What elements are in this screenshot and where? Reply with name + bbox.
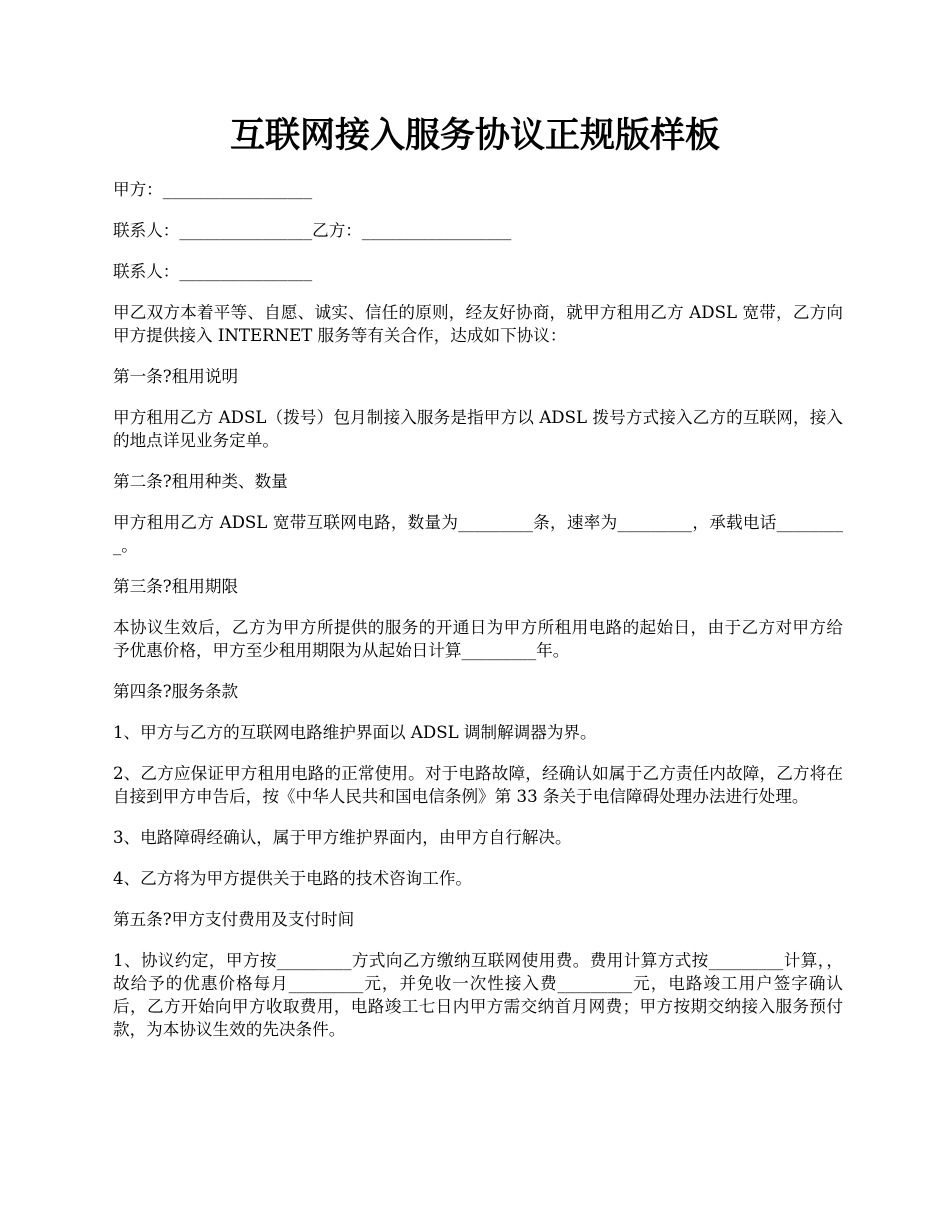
article-5-heading: 第五条?甲方支付费用及支付时间 — [113, 910, 355, 929]
article-1-heading: 第一条?租用说明 — [113, 367, 239, 386]
document-body — [113, 178, 843, 1059]
party-a-line: 甲方：__________________ — [113, 180, 313, 199]
document-title: 互联网接入服务协议正规版样板 — [229, 115, 720, 156]
contact-line: 联系人：________________ — [113, 262, 313, 281]
article-4-clause-4: 4、乙方将为甲方提供关于电路的技术咨询工作。 — [113, 869, 473, 888]
preamble-paragraph: 甲乙双方本着平等、自愿、诚实、信任的原则，经友好协商，就甲方租用乙方 ADSL 宽带，乙方向甲方提供接入 INTERNET 服务等有关合作，达成如下协议： — [113, 303, 843, 345]
article-4-clause-1: 1、甲方与乙方的互联网电路维护界面以 ADSL 调制解调器为界。 — [113, 723, 597, 742]
article-1-paragraph: 甲方租用乙方 ADSL（拨号）包月制接入服务是指甲方以 ADSL 拨号方式接入乙方的互联网，接入的地点详见业务定单。 — [113, 408, 843, 450]
article-2-paragraph: 甲方租用乙方 ADSL 宽带互联网电路，数量为_________条，速率为_________，承载电话_________。 — [113, 513, 843, 555]
article-4-heading: 第四条?服务条款 — [113, 682, 239, 701]
article-4-clause-3: 3、电路障碍经确认，属于甲方维护界面内，由甲方自行解决。 — [113, 828, 572, 847]
article-2-heading: 第二条?租用种类、数量 — [113, 472, 288, 491]
contact-party-b-line: 联系人：________________乙方：__________________ — [113, 221, 512, 240]
article-3-heading: 第三条?租用期限 — [113, 577, 239, 596]
article-5-clause-1: 1、协议约定，甲方按_________方式向乙方缴纳互联网使用费。费用计算方式按_________计算，，故给予的优惠价格每月_________元，并免收一次性接入费_________元，电路竣工用户签字确认后，乙方开始向甲方收取费用，电路竣工七日内甲方需交纳首月网费；甲方按期交纳接入服务预付款，为本协议生效的先决条件。 — [113, 951, 843, 1039]
article-3-paragraph: 本协议生效后，乙方为甲方所提供的服务的开通日为甲方所租用电路的起始日，由于乙方对甲方给予优惠价格，甲方至少租用期限为从起始日计算_________年。 — [113, 618, 843, 660]
article-4-clause-2: 2、乙方应保证甲方租用电路的正常使用。对于电路故障，经确认如属于乙方责任内故障，乙方将在自接到甲方申告后，按《中华人民共和国电信条例》第 33 条关于电信障碍处理办法进行处理。 — [113, 764, 843, 806]
